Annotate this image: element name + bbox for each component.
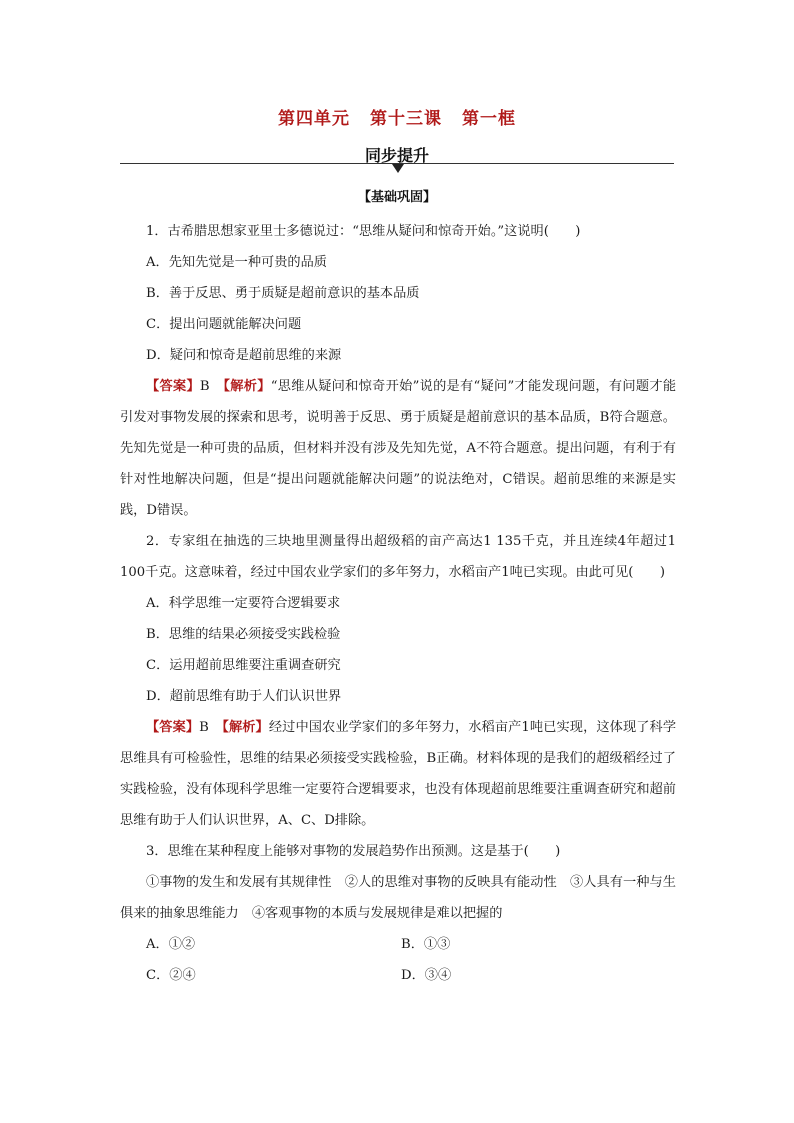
lesson-label: 第十三课	[370, 109, 442, 129]
unit-title	[0, 104, 794, 129]
q2-option-d: D．超前思维有助于人们认识世界	[146, 689, 342, 704]
q2-answer	[120, 712, 676, 836]
q2-analysis: 经过中国农业学家们的多年努力，水稻亩产1吨已实现，这体现了科学思维具有可检验性，思维的结果必须接受实践检验，B正确。材料体现的是我们的超级稻经过了实践检验，没有体现科学思维一定要符合逻辑要求，也没有体现超前思维要注重调查研究和超前思维有助于人们认识世界，A、C、D排除。	[120, 720, 677, 828]
q1-answer-value: B	[199, 379, 210, 394]
question-body	[120, 216, 676, 991]
subtitle: 同步提升	[364, 146, 429, 165]
q3-option-a: A．①②	[146, 937, 196, 952]
q2-option-b: B．思维的结果必须接受实践检验	[146, 627, 341, 642]
section-label: 【基础巩固】	[357, 190, 436, 205]
q2-stem: 2．专家组在抽选的三块地里测量得出超级稻的亩产高达1 135千克，并且连续4年超过1 100千克。这意味着，经过中国农业学家们的多年努力，水稻亩产1吨已实现。由此可见( )	[120, 534, 676, 580]
unit-label: 第四单元	[278, 109, 350, 129]
down-arrow-icon	[392, 164, 404, 173]
q3-option-c: C．②④	[146, 968, 196, 983]
answer-tag: 【答案】	[146, 379, 200, 394]
q3-option-b: B．①③	[401, 937, 451, 952]
q1-analysis: “思维从疑问和惊奇开始”说的是有“疑问”才能发现问题，有问题才能引发对事物发展的探索和思考，说明善于反思、勇于质疑是超前意识的基本品质，B符合题意。先知先觉是一种可贵的品质，但材料并没有涉及先知先觉，A不符合题意。提出问题，有利于有针对性地解决问题，但是“提出问题就能解决问题”的说法绝对，C错误。超前思维的来源是实践，D错误。	[120, 379, 677, 518]
q3-options-row-2	[120, 960, 676, 991]
q1-answer	[120, 371, 676, 526]
q1-option-c: C．提出问题就能解决问题	[146, 317, 302, 332]
q3-stem: 3．思维在某种程度上能够对事物的发展趋势作出预测。这是基于( )	[146, 844, 561, 859]
q2-answer-value: B	[199, 720, 209, 735]
q1-option-d: D．疑问和惊奇是超前思维的来源	[146, 348, 342, 363]
q1-stem: 1．古希腊思想家亚里士多德说过：“思维从疑问和惊奇开始。”这说明( )	[146, 224, 581, 239]
q3-option-d: D．③④	[401, 968, 452, 983]
q3-options-row-1	[120, 929, 676, 960]
frame-label: 第一框	[462, 109, 516, 129]
q1-option-b: B．善于反思、勇于质疑是超前意识的基本品质	[146, 286, 420, 301]
q2-option-a: A．科学思维一定要符合逻辑要求	[146, 596, 341, 611]
q3-statements: ①事物的发生和发展有其规律性 ②人的思维对事物的反映具有能动性 ③人具有一种与生俱来的抽象思维能力 ④客观事物的本质与发展规律是难以把握的	[120, 875, 676, 921]
q1-option-a: A．先知先觉是一种可贵的品质	[146, 255, 327, 270]
q2-option-c: C．运用超前思维要注重调查研究	[146, 658, 341, 673]
analysis-tag: 【解析】	[222, 720, 269, 735]
answer-tag: 【答案】	[146, 720, 200, 735]
analysis-tag: 【解析】	[223, 379, 271, 394]
